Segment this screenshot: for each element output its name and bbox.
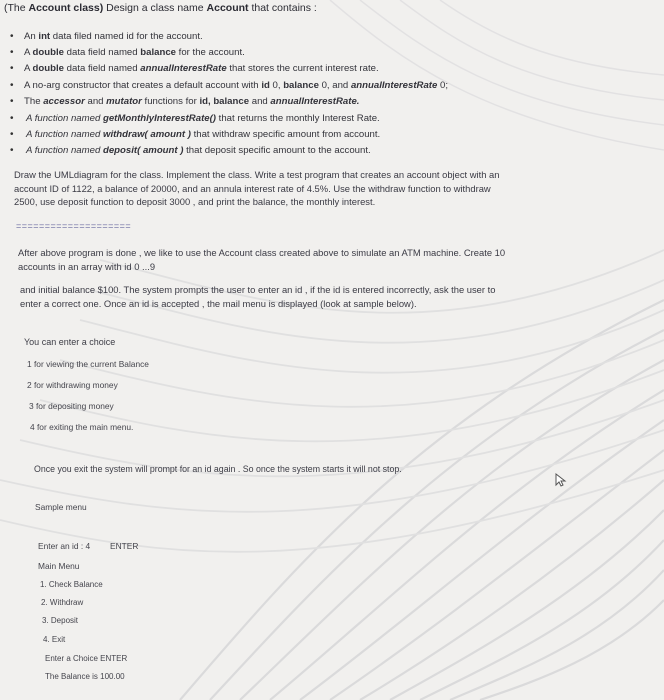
bullet-icon: • [10, 80, 14, 91]
list-item: A function named withdraw( amount ) that withdraw specific amount from account. [26, 129, 381, 140]
uml-instructions [14, 168, 534, 209]
text-line: accounts in an array with id 0 ...9 [18, 260, 156, 272]
bullet-icon: • [10, 31, 14, 42]
text-line: enter a correct one. Once an id is accepted , the mail menu is displayed (look at sample below). [20, 297, 417, 309]
sample-menu-item: 4. Exit [43, 635, 66, 644]
sample-main-menu: Main Menu [38, 561, 80, 571]
sample-enter-key: ENTER [110, 541, 139, 551]
sample-menu-item: 2. Withdraw [41, 598, 84, 607]
bullet-icon: • [10, 63, 14, 74]
text-line: After above program is done , we like to use the Account class created above to simulate an ATM machine. Create 10 [18, 247, 506, 258]
text-line: account ID of 1122, a balance of 20000, and an annula interest rate of 4.5%. Use the withdraw function to withdraw [14, 182, 491, 194]
choice-item: 3 for depositing money [29, 401, 114, 411]
atm-instructions [18, 246, 538, 273]
list-item: An int data filed named id for the account. [24, 31, 203, 42]
list-item: The accessor and mutator functions for id, balance and annualInterestRate. [24, 96, 360, 107]
list-item: A no-arg constructor that creates a default account with id 0, balance 0, and annualInterestRate 0; [24, 80, 448, 91]
text-line: Draw the UMLdiagram for the class. Implement the class. Write a test program that creates an account object with an [14, 169, 500, 180]
choices-header: You can enter a choice [24, 337, 116, 347]
sample-balance-line: The Balance is 100.00 [45, 672, 125, 681]
bullet-icon: • [10, 129, 14, 140]
sample-menu-item: 3. Deposit [42, 616, 79, 625]
mouse-pointer-icon [554, 472, 568, 488]
prompt-instructions [20, 283, 540, 310]
choice-item: 2 for withdrawing money [27, 380, 118, 390]
choice-item: 4 for exiting the main menu. [30, 422, 134, 432]
sample-enter-choice: Enter a Choice ENTER [45, 654, 128, 663]
text-line: 2500, use deposit function to deposit 3000 , and print the balance, the monthly interest. [14, 196, 376, 207]
sample-menu-item: 1. Check Balance [40, 580, 103, 589]
exit-note: Once you exit the system will prompt for an id again . So once the system starts it will not stop. [34, 464, 402, 474]
separator-line: ==================== [16, 221, 132, 231]
bullet-icon: • [10, 113, 14, 124]
list-item: A function named getMonthlyInterestRate() that returns the monthly Interest Rate. [26, 113, 380, 124]
text-line: and initial balance $100. The system prompts the user to enter an id , if the id is entered incorrectly, ask the user to [20, 284, 496, 295]
choice-item: 1 for viewing the current Balance [27, 359, 149, 369]
bullet-icon: • [10, 96, 14, 107]
bullet-icon: • [10, 145, 14, 156]
list-item: A double data field named annualInterestRate that stores the current interest rate. [24, 63, 379, 74]
list-item: A function named deposit( amount ) that deposit specific amount to the account. [26, 145, 371, 156]
page-title: (The Account class) Design a class name Account that contains : [4, 2, 317, 14]
sample-label: Sample menu [35, 502, 87, 512]
bullet-icon: • [10, 47, 14, 58]
sample-enter-id: Enter an id : 4 [38, 541, 91, 551]
list-item: A double data field named balance for the account. [24, 47, 245, 58]
